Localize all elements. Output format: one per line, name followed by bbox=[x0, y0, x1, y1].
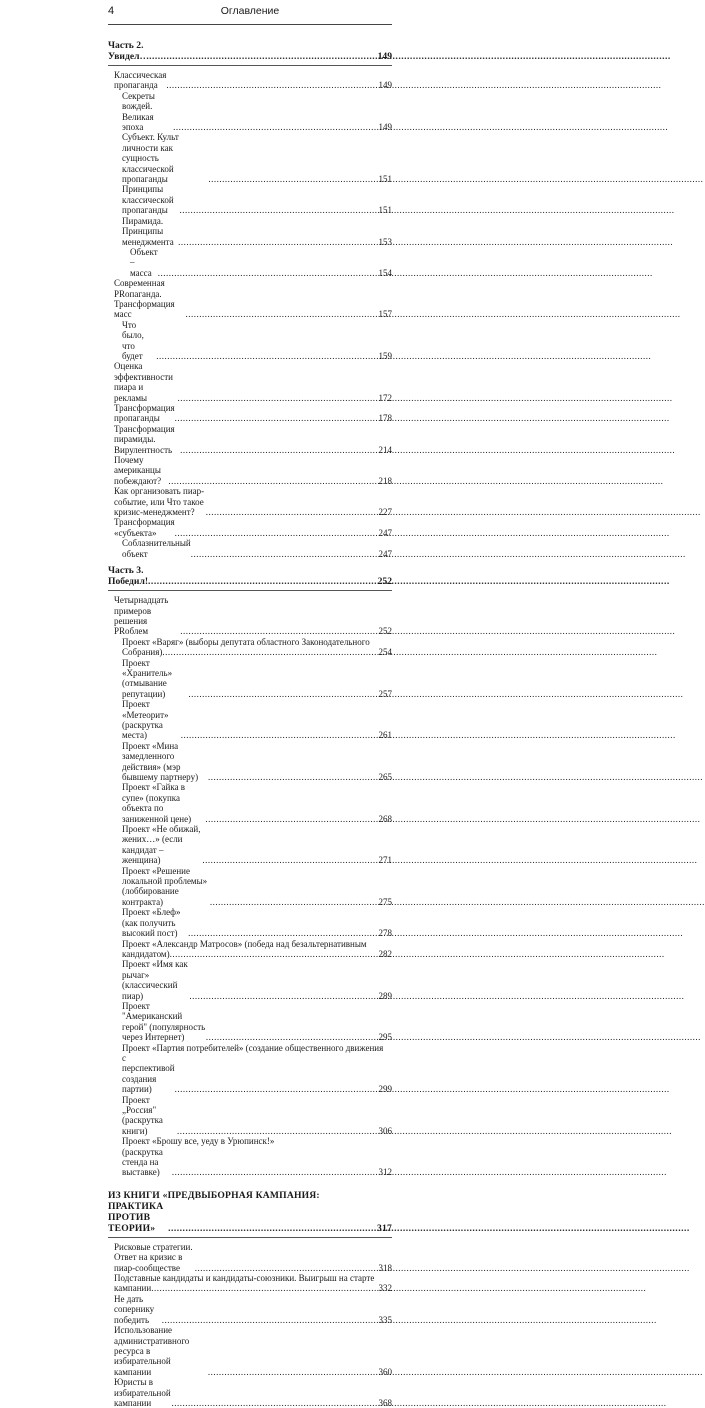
toc-entry bbox=[108, 517, 392, 538]
toc-leader-dots bbox=[186, 309, 379, 319]
toc-entry bbox=[108, 949, 392, 959]
toc-entry-title: Рисковые стратегии. Ответ на кризис в пиар-сообществе bbox=[114, 1241, 193, 1273]
toc-entry bbox=[108, 486, 392, 517]
toc-leader-dots bbox=[181, 730, 379, 740]
toc-entry-line bbox=[108, 939, 392, 949]
toc-entry-page: 282 bbox=[378, 948, 392, 959]
toc-entry-title: Проект «Метеорит» (раскрутка места) bbox=[122, 699, 169, 741]
toc-entry-page: 254 bbox=[378, 647, 392, 658]
running-title: Оглавление bbox=[220, 5, 280, 17]
toc-entry-title: Трансформация пропаганды bbox=[114, 403, 175, 424]
toc-entry bbox=[108, 1283, 392, 1293]
toc-entry-title: Трансформация пирамиды. Вирулентность bbox=[114, 423, 175, 455]
toc-entry bbox=[108, 959, 392, 1001]
toc-entry-title: кампании bbox=[114, 1283, 152, 1294]
toc-entry-page: 252 bbox=[377, 576, 392, 588]
toc-leader-dots bbox=[171, 1398, 378, 1408]
toc-leader-dots bbox=[180, 205, 379, 215]
toc-entry bbox=[108, 403, 392, 424]
toc-entry-line bbox=[108, 1043, 392, 1053]
toc-entry bbox=[108, 1377, 392, 1408]
toc-leader-dots bbox=[173, 122, 378, 132]
toc-leader-dots bbox=[172, 1167, 379, 1177]
toc-leader-dots bbox=[205, 814, 378, 824]
toc-entry bbox=[108, 741, 392, 783]
toc-entry-page: 317 bbox=[377, 1222, 392, 1234]
toc-entry-title: Субъект. Культ личности как сущность классической пропаганды bbox=[122, 132, 179, 185]
toc-entry-page: 153 bbox=[378, 236, 392, 247]
book-title-line: ИЗ КНИГИ «ПРЕДВЫБОРНАЯ КАМПАНИЯ: bbox=[108, 1189, 320, 1201]
toc-leader-dots bbox=[189, 991, 378, 1001]
toc-entry-title: Проект "Американский герой" (популярность через Интернет) bbox=[122, 1000, 206, 1043]
toc-entry-page: 261 bbox=[378, 730, 392, 741]
toc-entry-title: Проект «Брошу все, уеду в Урюпинск!» bbox=[122, 1136, 275, 1147]
toc-entry bbox=[108, 132, 392, 184]
toc-entry-page: 159 bbox=[378, 350, 392, 361]
toc-part-heading bbox=[108, 565, 392, 587]
toc-entry-page: 252 bbox=[378, 626, 392, 637]
toc-entry-title: Как организовать пиар-событие, или Что такое кризис-менеджмент? bbox=[114, 486, 205, 518]
book-section-heading bbox=[108, 1190, 392, 1201]
toc-entry bbox=[108, 907, 392, 938]
toc-entry-title: Юристы в избирательной кампании bbox=[114, 1377, 171, 1408]
toc-entry-page: 218 bbox=[378, 475, 392, 486]
toc-entry bbox=[108, 184, 392, 215]
toc-entry-title: Подставные кандидаты и кандидаты-союзники. Выигрыш на старте bbox=[114, 1273, 375, 1284]
toc-part-heading bbox=[108, 40, 392, 62]
toc-leader-dots bbox=[175, 413, 379, 423]
toc-entry-title: Использование административного ресурса в избирательной кампании bbox=[114, 1325, 190, 1377]
toc-leader-dots bbox=[208, 174, 378, 184]
toc-entry bbox=[108, 866, 392, 908]
toc-leader-dots bbox=[191, 549, 379, 559]
toc-leader-dots bbox=[178, 237, 378, 247]
toc-entry-title: Классическая пропаганда bbox=[114, 70, 167, 91]
toc-leader-dots bbox=[170, 949, 379, 959]
toc-entry-page: 299 bbox=[378, 1084, 392, 1095]
book-rule bbox=[108, 1237, 392, 1238]
toc-entry bbox=[108, 1242, 392, 1273]
toc-entry-title: Пирамида. Принципы менеджмента bbox=[122, 215, 174, 247]
toc-entry bbox=[108, 1294, 392, 1325]
toc-entry-page: 149 bbox=[377, 51, 392, 62]
toc-entry-page: 151 bbox=[378, 174, 392, 185]
toc-leader-dots bbox=[148, 576, 378, 587]
toc-entry bbox=[108, 455, 392, 486]
toc-entry-title: Принципы классической пропаганды bbox=[122, 184, 174, 216]
toc-entry-title: Оценка эффективности пиара и рекламы bbox=[114, 361, 173, 403]
toc-entry-page: 172 bbox=[378, 392, 392, 403]
toc-entry bbox=[108, 361, 392, 403]
toc-entry-title: Проект «Имя как рычаг» (классический пиар) bbox=[122, 959, 188, 1001]
toc-entry-title: Часть 3. Победил! bbox=[108, 565, 149, 588]
toc-entry-title: кандидатом) bbox=[122, 948, 170, 959]
toc-leader-dots bbox=[202, 855, 378, 865]
toc-entry-page: 318 bbox=[378, 1262, 392, 1273]
toc-entry-line bbox=[108, 637, 392, 647]
toc-entry bbox=[108, 216, 392, 247]
toc-leader-dots bbox=[188, 928, 378, 938]
toc-entry bbox=[108, 70, 392, 91]
toc-leader-dots bbox=[210, 897, 379, 907]
toc-leader-dots bbox=[156, 351, 378, 361]
toc-entry-title: Собрания) bbox=[122, 647, 163, 658]
toc-leader-dots bbox=[206, 1032, 379, 1042]
toc-entry-line bbox=[108, 1273, 392, 1283]
toc-entry-page: 151 bbox=[378, 205, 392, 216]
toc-leader-dots bbox=[151, 1283, 378, 1293]
toc-entry bbox=[108, 538, 392, 559]
header-rule bbox=[108, 24, 392, 25]
toc-entry-page: 247 bbox=[378, 527, 392, 538]
toc-entry-title: Проект «Мина замедленного действия» (мэр бывшему партнеру) bbox=[122, 740, 199, 782]
toc-entry-title: Соблазнительный объект bbox=[122, 538, 191, 559]
toc-entry-title: Современная PRопаганда. Трансформация масс bbox=[114, 278, 175, 320]
page-header bbox=[108, 2, 392, 22]
toc-entry-title: (раскрутка стенда на выставке) bbox=[122, 1146, 163, 1178]
toc-entry-title: Проект «Блеф» (как получить высокий пост) bbox=[122, 907, 181, 939]
toc-entry-page: 227 bbox=[378, 507, 392, 518]
toc-entry bbox=[108, 1325, 392, 1377]
toc-entry-page: 289 bbox=[378, 990, 392, 1001]
toc-leader-dots bbox=[158, 268, 379, 278]
toc-entry-title: Часть 2. Увидел… bbox=[108, 40, 150, 62]
toc-entry-page: 278 bbox=[378, 928, 392, 939]
toc-leader-dots bbox=[162, 1315, 379, 1325]
toc-entry-page: 275 bbox=[378, 896, 392, 907]
toc-entry-title: Проект «Решение локальной проблемы» (лоббирование контракта) bbox=[122, 865, 208, 907]
toc-leader-dots bbox=[180, 445, 378, 455]
toc-entry-page: 295 bbox=[378, 1032, 392, 1043]
toc-entry-title: ПРАКТИКА ПРОТИВ ТЕОРИИ» bbox=[108, 1200, 164, 1234]
toc-leader-dots bbox=[149, 51, 378, 62]
toc-entry bbox=[108, 1001, 392, 1043]
book-section-heading bbox=[108, 1201, 392, 1234]
part-rule bbox=[108, 65, 392, 66]
toc-leader-dots bbox=[162, 647, 378, 657]
toc-entry-title: Трансформация «субъекта» bbox=[114, 517, 175, 538]
toc-entry-page: 247 bbox=[378, 548, 392, 559]
toc-entry bbox=[108, 247, 392, 278]
toc-entry-page: 332 bbox=[378, 1283, 392, 1294]
toc-entry-page: 360 bbox=[378, 1366, 392, 1377]
toc-leader-dots bbox=[175, 1084, 379, 1094]
toc-entry bbox=[108, 699, 392, 741]
toc-entry-page: 306 bbox=[378, 1125, 392, 1136]
toc-entry-title: с перспективой создания партии) bbox=[122, 1052, 175, 1095]
toc-leader-dots bbox=[195, 1263, 379, 1273]
toc-entry bbox=[108, 647, 392, 657]
toc-entry-title: Что было, что будет bbox=[122, 319, 144, 361]
toc-leader-dots bbox=[208, 1367, 379, 1377]
toc-entry-page: 271 bbox=[378, 855, 392, 866]
toc-leader-dots bbox=[177, 1126, 379, 1136]
toc-leader-dots bbox=[208, 772, 378, 782]
toc-entry-title: Проект «Гайка в супе» (покупка объекта по заниженной цене) bbox=[122, 782, 192, 824]
toc-leader-dots bbox=[178, 393, 379, 403]
toc-entry-page: 214 bbox=[378, 444, 392, 455]
toc-leader-dots bbox=[188, 689, 378, 699]
toc-entry-page: 149 bbox=[378, 122, 392, 133]
part-rule bbox=[108, 590, 392, 591]
page-number: 4 bbox=[108, 5, 115, 17]
toc-entry-page: 257 bbox=[378, 688, 392, 699]
toc-entry bbox=[108, 1053, 392, 1095]
toc-entry bbox=[108, 595, 392, 637]
toc-leader-dots bbox=[168, 1223, 377, 1234]
toc-entry bbox=[108, 782, 392, 824]
toc-entry-title: Проект «Хранитель» (отмывание репутации) bbox=[122, 657, 173, 699]
toc-leader-dots bbox=[168, 476, 378, 486]
toc-entry bbox=[108, 424, 392, 455]
table-of-contents bbox=[108, 40, 392, 1408]
toc-entry bbox=[108, 320, 392, 362]
toc-entry-page: 157 bbox=[378, 309, 392, 320]
toc-entry-title: Не дать сопернику победить bbox=[114, 1293, 155, 1325]
toc-entry-title: Проект «Не обижай, жених…» (если кандидат – женщина) bbox=[122, 824, 201, 866]
toc-entry-title: Проект «Александр Матросов» (победа над безальтернативным bbox=[122, 938, 367, 949]
toc-entry-page: 265 bbox=[378, 772, 392, 782]
toc-leader-dots bbox=[180, 626, 378, 636]
toc-entry-page: 335 bbox=[378, 1314, 392, 1325]
toc-entry-page: 154 bbox=[378, 267, 392, 278]
toc-entry-title: Проект „Россия" (раскрутка книги) bbox=[122, 1094, 163, 1136]
toc-entry-page: 268 bbox=[378, 813, 392, 824]
toc-entry-line bbox=[108, 1136, 392, 1146]
toc-entry-title: Проект «Варяг» (выборы депутата областного Законодательного bbox=[122, 636, 370, 647]
toc-entry bbox=[108, 1095, 392, 1137]
toc-entry-title: Четырнадцать примеров решения PRоблем bbox=[114, 595, 169, 637]
toc-entry-title: Проект «Партия потребителей» (создание общественного движения bbox=[122, 1042, 384, 1053]
toc-entry bbox=[108, 658, 392, 700]
toc-entry bbox=[108, 1147, 392, 1178]
toc-leader-dots bbox=[175, 528, 379, 538]
toc-entry bbox=[108, 91, 392, 133]
toc-entry-title: Объект – масса bbox=[130, 246, 158, 278]
toc-entry-title: Секреты вождей. Великая эпоха bbox=[122, 90, 155, 133]
toc-leader-dots bbox=[166, 80, 378, 90]
toc-entry bbox=[108, 278, 392, 320]
toc-leader-dots bbox=[206, 507, 379, 517]
toc-entry-page: 178 bbox=[378, 413, 392, 424]
toc-entry-page: 368 bbox=[378, 1397, 392, 1408]
toc-entry bbox=[108, 824, 392, 866]
toc-entry-page: 312 bbox=[378, 1167, 392, 1178]
toc-entry-title: Почему американцы побеждают? bbox=[114, 455, 162, 486]
toc-entry-page: 149 bbox=[378, 80, 392, 91]
